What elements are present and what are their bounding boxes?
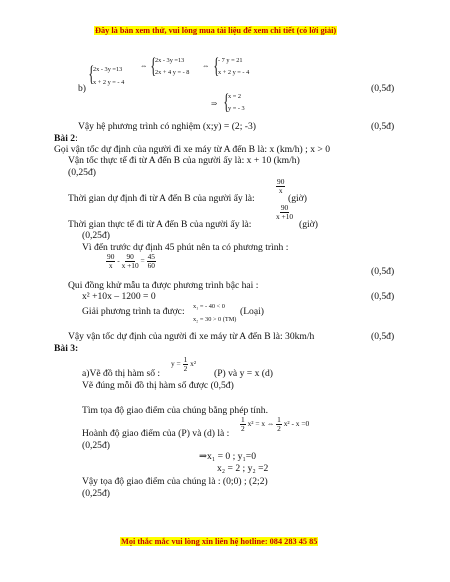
system-1-eq1: 2x - 3y =13 <box>93 66 123 73</box>
bai2-line: Vận tốc thực tế đi từ A đến B của người ấy là: x + 10 (km/h) <box>68 155 300 166</box>
unit: (giờ) <box>299 219 318 230</box>
bai3-result-1: ⇒x₁ = 0 ; y₁=0 <box>199 451 256 462</box>
bai3-score: (0,25đ) <box>82 440 110 451</box>
equiv-arrow: ⇔ <box>140 61 148 70</box>
brace-icon: { <box>213 53 220 78</box>
bai2-line: Gọi vận tốc dự định của người đi xe máy từ A đến B là: x (km/h) ; x > 0 <box>54 144 331 155</box>
bai3-part-a-suffix: (P) và y = x (d) <box>214 368 273 379</box>
system-1-eq2: x + 2 y = - 4 <box>93 79 125 86</box>
root-1-note: (Loại) <box>240 306 264 317</box>
quadratic-equation: x² +10x – 1200 = 0 <box>82 291 156 302</box>
system-4-eq1: x = 2 <box>228 93 241 100</box>
bai3-line: Tìm tọa độ giao điểm của chúng bằng phép tính. <box>82 405 268 416</box>
bai2-planned-time: Thời gian dự định đi từ A đến B của người ấy là: <box>68 193 255 204</box>
score: (0,5đ) <box>371 331 395 342</box>
part-b-conclusion: Vậy hệ phương trình có nghiệm (x;y) = (2; -3) <box>78 121 256 132</box>
system-3-eq2: x + 2 y = - 4 <box>218 69 250 76</box>
fraction: $\frac{90}{x}$ <box>277 177 285 195</box>
hotline-banner: Mọi thắc mắc vui lòng xin liên hệ hotline: 084 283 45 85 <box>121 537 318 546</box>
bai2-conclusion: Vậy vận tốc dự định của người đi xe máy từ A đến B là: 30km/h <box>68 331 315 342</box>
bai3-part-a: a)Vẽ đồ thị hàm số : <box>82 368 161 379</box>
brace-icon: { <box>223 89 230 114</box>
equiv-arrow: ⇔ <box>202 61 210 70</box>
bai3-intersection: Hoành độ giao điểm của (P) và (d) là : <box>82 428 230 439</box>
system-4-eq2: y = - 3 <box>228 105 245 112</box>
preview-banner: Đây là bản xem thử, vui lòng mua tài liệu để xem chi tiết (có lời giải) <box>95 26 337 35</box>
brace-icon: { <box>88 61 95 86</box>
part-b-label: b) <box>78 83 86 94</box>
fraction: $\frac{90}{x +10}$ <box>276 203 294 221</box>
parabola-function: y = $\frac{1}{2}$ x² <box>171 355 197 373</box>
score: (0,5đ) <box>371 266 395 277</box>
score: (0,5đ) <box>371 83 395 94</box>
bai3-conclusion: Vậy tọa độ giao điểm của chúng là : (0;0) ; (2;2) <box>82 476 268 487</box>
bai2-equation: $\frac{90}{x}$ - $\frac{90}{x +10}$ = $\frac{45}{60}$ <box>107 252 155 270</box>
bai3-result-2: x₂ = 2 ; y₂ =2 <box>217 463 269 474</box>
bai2-score: (0,25đ) <box>68 167 96 178</box>
unit: (giờ) <box>288 193 307 204</box>
system-3-eq1: - 7 y = 21 <box>218 57 243 64</box>
score: (0,5đ) <box>371 121 395 132</box>
bai3-score: (0,25đ) <box>82 488 110 499</box>
bai2-line: Vì đến trước dự định 45 phút nên ta có phương trình : <box>82 242 289 253</box>
brace-icon: { <box>150 53 157 78</box>
bai2-actual-time: Thời gian thực tế đi từ A đến B của người ấy là: <box>68 219 252 230</box>
system-2-eq2: 2x + 4 y = - 8 <box>155 69 190 76</box>
bai3-line: Vẽ đúng mỗi đồ thị hàm số được (0,5đ) <box>82 380 234 391</box>
bai2-score: (0,25đ) <box>82 230 110 241</box>
bai-3-heading: Bài 3: <box>54 343 79 354</box>
implies-arrow: ⇒ <box>211 99 218 108</box>
root-2: x₂ = 30 > 0 (TM) <box>193 316 237 323</box>
bai2-solve: Giải phương trình ta được: <box>82 306 185 317</box>
system-2-eq1: 2x - 3y =13 <box>155 57 185 64</box>
root-1: x₁ = - 40 < 0 <box>193 303 225 310</box>
bai2-line: Qui đồng khử mẫu ta được phương trình bậc hai : <box>68 280 259 291</box>
score: (0,5đ) <box>371 291 395 302</box>
intersection-equation: $\frac{1}{2}$ x² = x ⇔ $\frac{1}{2}$ x² - x =0 <box>241 415 310 433</box>
bai-2-heading: Bài 2: <box>54 133 78 144</box>
